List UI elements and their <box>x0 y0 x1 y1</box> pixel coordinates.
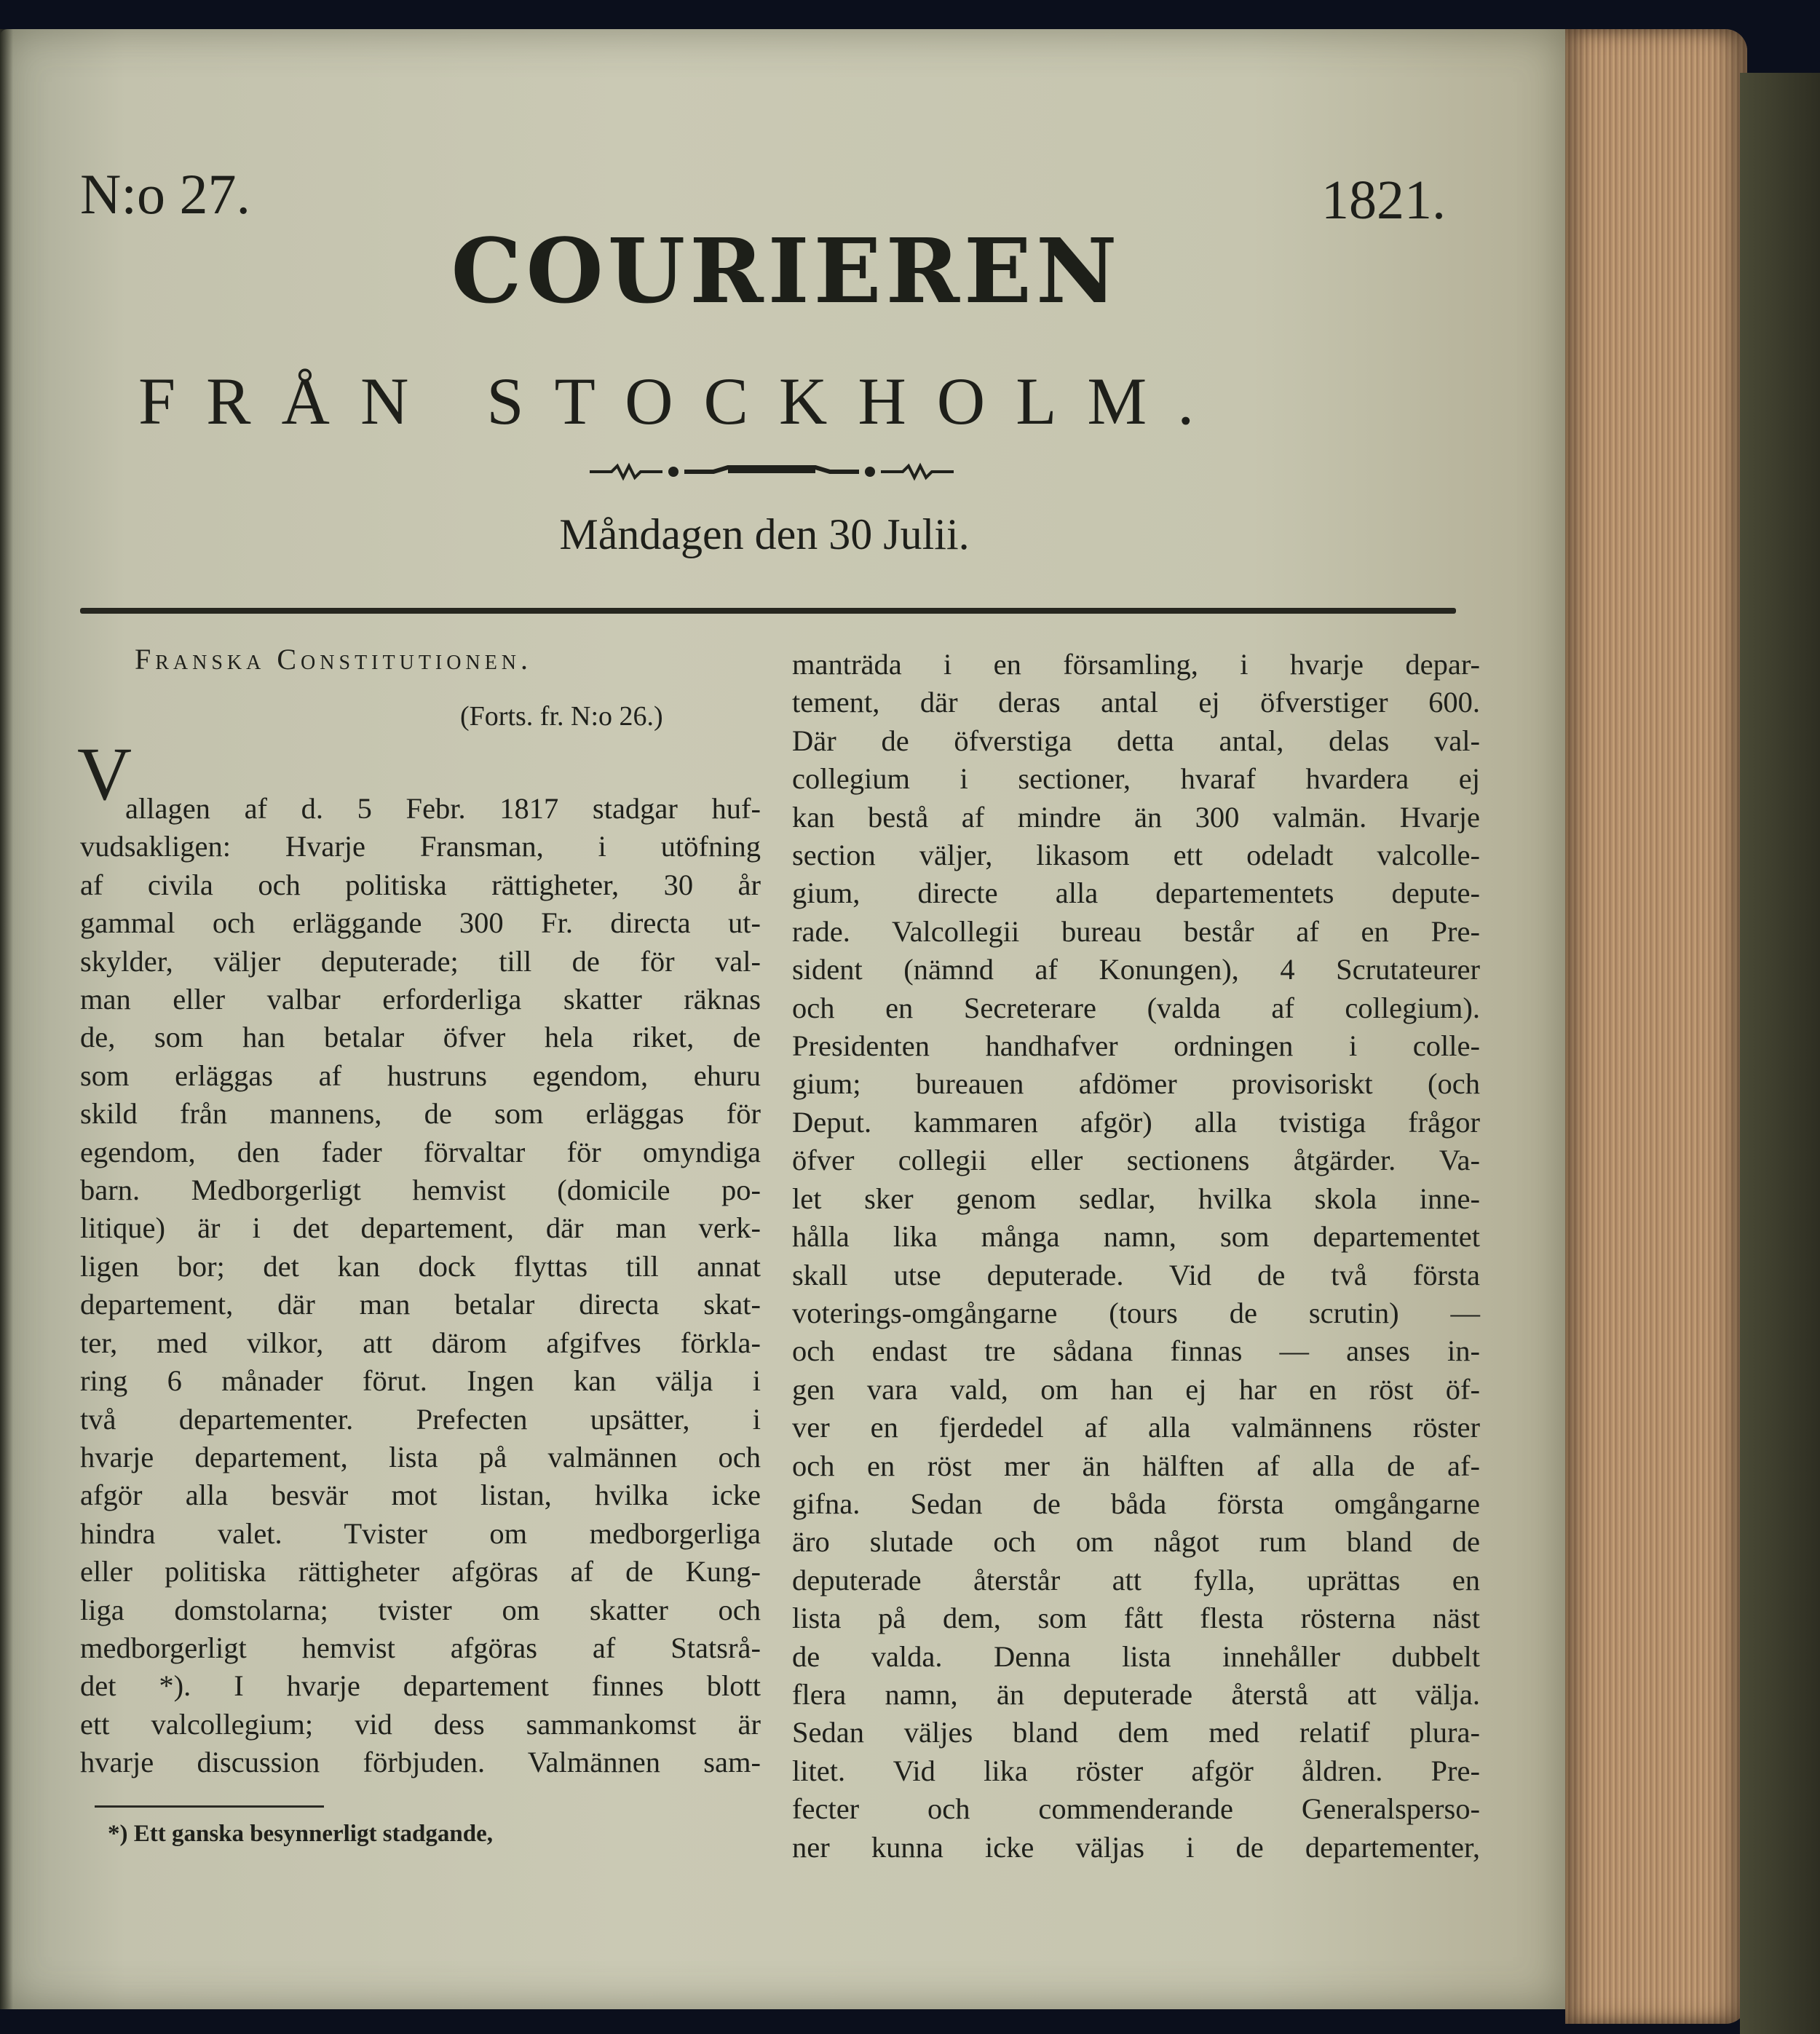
text-line: tement, där deras antal ej öfverstiger 600. <box>792 686 1480 719</box>
text-line: fecter och commenderande Generalsperso- <box>792 1792 1480 1826</box>
text-line: gen vara vald, om han ej har en röst öf- <box>792 1372 1480 1406</box>
text-line: voterings-omgångarne (tours de scrutin) — <box>792 1296 1480 1329</box>
text-line: de, som han betalar öfver hela riket, de <box>80 1021 761 1054</box>
book-cover <box>1740 73 1820 2034</box>
text-line: hvarje departement, lista på valmännen och <box>80 1440 761 1473</box>
text-line: rade. Valcollegii bureau består af en Pre- <box>792 914 1480 948</box>
text-line: litet. Vid lika röster afgör åldren. Pre- <box>792 1754 1480 1787</box>
text-line: Presidenten handhafver ordningen i colle- <box>792 1029 1480 1063</box>
masthead-title: COURIEREN <box>451 218 1122 323</box>
text-line: let sker genom sedlar, hvilka skola inne- <box>792 1182 1480 1215</box>
ornament-divider <box>582 457 961 486</box>
text-line: två departementer. Prefecten upsätter, i <box>80 1402 761 1436</box>
left-column <box>80 790 761 1782</box>
text-line: hindra valet. Tvister om medborgerliga <box>80 1516 761 1550</box>
text-line: gium; bureauen afdömer provisoriskt (och <box>792 1067 1480 1101</box>
right-column <box>792 646 1480 1867</box>
text-line: de valda. Denna lista innehåller dubbelt <box>792 1639 1480 1673</box>
text-line: ring 6 månader förut. Ingen kan välja i <box>80 1364 761 1398</box>
text-line: manträda i en församling, i hvarje depar- <box>792 648 1480 681</box>
text-line: flera namn, än deputerade återstå att välja. <box>792 1677 1480 1711</box>
text-line: ligen bor; det kan dock flyttas till annat <box>80 1249 761 1283</box>
text-line: afgör alla besvär mot listan, hvilka icke <box>80 1479 761 1512</box>
text-line: liga domstolarna; tvister om skatter och <box>80 1593 761 1626</box>
text-line: sident (nämnd af Konungen), 4 Scrutateurer <box>792 953 1480 986</box>
footnote: *) Ett ganska besynnerligt stadgande, <box>108 1821 493 1847</box>
text-line: ver en fjerdedel af alla valmännens röster <box>792 1411 1480 1444</box>
text-line: skall utse deputerade. Vid de två första <box>792 1258 1480 1291</box>
issue-date: Måndagen den 30 Julii. <box>559 510 970 558</box>
text-line: hålla lika många namn, som departementet <box>792 1220 1480 1254</box>
text-line: vudsakligen: Hvarje Fransman, i utöfning <box>80 830 761 863</box>
footnote-rule <box>95 1805 324 1808</box>
text-line: och en Secreterare (valda af collegium). <box>792 991 1480 1024</box>
text-line: hvarje discussion förbjuden. Valmännen sam- <box>80 1746 761 1779</box>
text-line: af civila och politiska rättigheter, 30 år <box>80 868 761 901</box>
text-line: ett valcollegium; vid dess sammankomst är <box>80 1707 761 1741</box>
text-line: medborgerligt hemvist afgöras af Statsrå- <box>80 1631 761 1664</box>
text-line: skylder, väljer deputerade; till de för val- <box>80 944 761 978</box>
issue-number: N:o 27. <box>80 162 250 226</box>
text-line: deputerade återstår att fylla, uprättas en <box>792 1563 1480 1596</box>
text-line: öfver collegii eller sectionens åtgärder. Va- <box>792 1144 1480 1177</box>
text-line: gammal och erläggande 300 Fr. directa ut- <box>80 906 761 940</box>
text-line: gium, directe alla departementets depute- <box>792 876 1480 910</box>
text-line: kan bestå af mindre än 300 valmän. Hvarje <box>792 800 1480 834</box>
header-rule <box>80 608 1456 614</box>
text-line: ner kunna icke väljas i de departementer, <box>792 1830 1480 1864</box>
text-line: och en röst mer än hälften af alla de af- <box>792 1449 1480 1482</box>
text-line: eller politiska rättigheter afgöras af de Kung- <box>80 1555 761 1588</box>
text-line: ter, med vilkor, att därom afgifves förkla- <box>80 1326 761 1359</box>
text-line: departement, där man betalar directa skat- <box>80 1288 761 1321</box>
text-line: man eller valbar erforderliga skatter räknas <box>80 983 761 1016</box>
issue-year: 1821. <box>1321 170 1446 231</box>
text-line: egendom, den fader förvaltar för omyndiga <box>80 1135 761 1168</box>
binding-shadow <box>0 29 13 2009</box>
continued-note: (Forts. fr. N:o 26.) <box>460 701 663 732</box>
text-line: collegium i sectioner, hvaraf hvardera ej <box>792 762 1480 796</box>
text-line: Där de öfverstiga detta antal, delas val- <box>792 724 1480 757</box>
drop-cap: V <box>77 732 132 816</box>
text-line: det *). I hvarje departement finnes blott <box>80 1669 761 1703</box>
text-line: Deput. kammaren afgör) alla tvistiga frågor <box>792 1105 1480 1139</box>
text-line: som erläggas af hustruns egendom, ehuru <box>80 1058 761 1092</box>
text-line: section väljer, likasom ett odeladt valcolle- <box>792 839 1480 872</box>
text-line: Sedan väljes bland dem med relatif plura- <box>792 1716 1480 1749</box>
text-line: skild från mannens, de som erläggas för <box>80 1097 761 1131</box>
masthead-subtitle: FRÅN STOCKHOLM. <box>138 364 1225 438</box>
text-line: lista på dem, som fått flesta rösterna näst <box>792 1602 1480 1635</box>
text-line: och endast tre sådana finnas — anses in- <box>792 1334 1480 1368</box>
book-page-edges <box>1565 29 1747 2024</box>
text-line: barn. Medborgerligt hemvist (domicile po- <box>80 1174 761 1207</box>
text-line: allagen af d. 5 Febr. 1817 stadgar huf- <box>125 792 761 825</box>
text-line: äro slutade och om något rum bland de <box>792 1525 1480 1559</box>
article-title: Franska Constitutionen. <box>135 643 533 676</box>
text-line: gifna. Sedan de båda första omgångarne <box>792 1487 1480 1520</box>
text-line: litique) är i det departement, där man verk- <box>80 1211 761 1245</box>
